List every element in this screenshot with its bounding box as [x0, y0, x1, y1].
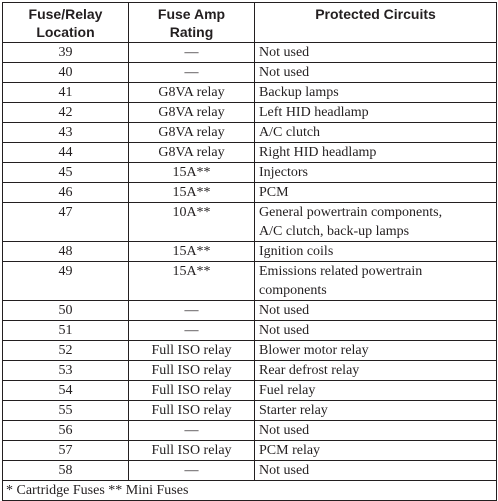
cell-rating: 15A**	[129, 183, 255, 203]
cell-circuits: Ignition coils	[255, 242, 497, 262]
cell-circuits: Fuel relay	[255, 381, 497, 401]
table-row	[3, 361, 497, 381]
cell-rating: —	[129, 421, 255, 441]
cell-location: 41	[3, 83, 129, 103]
table-row	[3, 341, 497, 361]
cell-rating: G8VA relay	[129, 123, 255, 143]
cell-rating: 15A**	[129, 242, 255, 262]
table-row	[3, 163, 497, 183]
table-row	[3, 242, 497, 262]
cell-circuits: Not used	[255, 63, 497, 83]
header-row	[3, 3, 497, 43]
cell-location: 54	[3, 381, 129, 401]
table-row	[3, 461, 497, 481]
header-rating: Fuse Amp Rating	[129, 3, 255, 43]
cell-circuits: PCM relay	[255, 441, 497, 461]
cell-location: 47	[3, 203, 129, 242]
cell-location: 52	[3, 341, 129, 361]
cell-location: 51	[3, 321, 129, 341]
cell-circuits: Not used	[255, 301, 497, 321]
cell-location: 40	[3, 63, 129, 83]
cell-location: 39	[3, 43, 129, 63]
table-row	[3, 421, 497, 441]
cell-circuits: Not used	[255, 43, 497, 63]
cell-location: 44	[3, 143, 129, 163]
cell-location: 57	[3, 441, 129, 461]
cell-rating: 15A**	[129, 163, 255, 183]
cell-circuits: Emissions related powertrain components	[255, 262, 497, 301]
cell-circuits: Not used	[255, 321, 497, 341]
cell-location: 45	[3, 163, 129, 183]
cell-rating: G8VA relay	[129, 143, 255, 163]
cell-circuits: Not used	[255, 421, 497, 441]
cell-rating: 10A**	[129, 203, 255, 242]
table-row	[3, 63, 497, 83]
cell-circuits: General powertrain components, A/C clutch, back-up lamps	[255, 203, 497, 242]
cell-circuits: PCM	[255, 183, 497, 203]
cell-location: 58	[3, 461, 129, 481]
cell-rating: —	[129, 321, 255, 341]
table-row	[3, 183, 497, 203]
cell-location: 42	[3, 103, 129, 123]
table-row	[3, 301, 497, 321]
table-row	[3, 401, 497, 421]
cell-location: 43	[3, 123, 129, 143]
table-row	[3, 441, 497, 461]
table-row	[3, 381, 497, 401]
cell-rating: —	[129, 301, 255, 321]
cell-circuits: A/C clutch	[255, 123, 497, 143]
cell-location: 55	[3, 401, 129, 421]
cell-circuits: Starter relay	[255, 401, 497, 421]
cell-location: 53	[3, 361, 129, 381]
cell-rating: G8VA relay	[129, 83, 255, 103]
fuse-relay-table	[2, 2, 497, 501]
cell-location: 46	[3, 183, 129, 203]
cell-rating: 15A**	[129, 262, 255, 301]
table-body	[3, 43, 497, 481]
cell-location: 50	[3, 301, 129, 321]
cell-location: 48	[3, 242, 129, 262]
cell-location: 49	[3, 262, 129, 301]
cell-rating: —	[129, 461, 255, 481]
cell-location: 56	[3, 421, 129, 441]
cell-circuits: Blower motor relay	[255, 341, 497, 361]
footnote-row	[3, 481, 497, 501]
cell-rating: —	[129, 63, 255, 83]
cell-circuits: Injectors	[255, 163, 497, 183]
header-circuits: Protected Circuits	[255, 3, 497, 43]
cell-rating: Full ISO relay	[129, 361, 255, 381]
cell-circuits: Not used	[255, 461, 497, 481]
cell-circuits: Right HID headlamp	[255, 143, 497, 163]
cell-circuits: Backup lamps	[255, 83, 497, 103]
cell-circuits: Rear defrost relay	[255, 361, 497, 381]
header-location: Fuse/Relay Location	[3, 3, 129, 43]
table-row	[3, 262, 497, 301]
footnote: * Cartridge Fuses ** Mini Fuses	[3, 481, 497, 501]
table-row	[3, 143, 497, 163]
cell-rating: Full ISO relay	[129, 381, 255, 401]
cell-rating: Full ISO relay	[129, 341, 255, 361]
table-row	[3, 321, 497, 341]
cell-rating: G8VA relay	[129, 103, 255, 123]
table-row	[3, 103, 497, 123]
table-row	[3, 43, 497, 63]
cell-rating: Full ISO relay	[129, 441, 255, 461]
cell-rating: —	[129, 43, 255, 63]
table-row	[3, 123, 497, 143]
table-row	[3, 83, 497, 103]
cell-rating: Full ISO relay	[129, 401, 255, 421]
cell-circuits: Left HID headlamp	[255, 103, 497, 123]
table-row	[3, 203, 497, 242]
